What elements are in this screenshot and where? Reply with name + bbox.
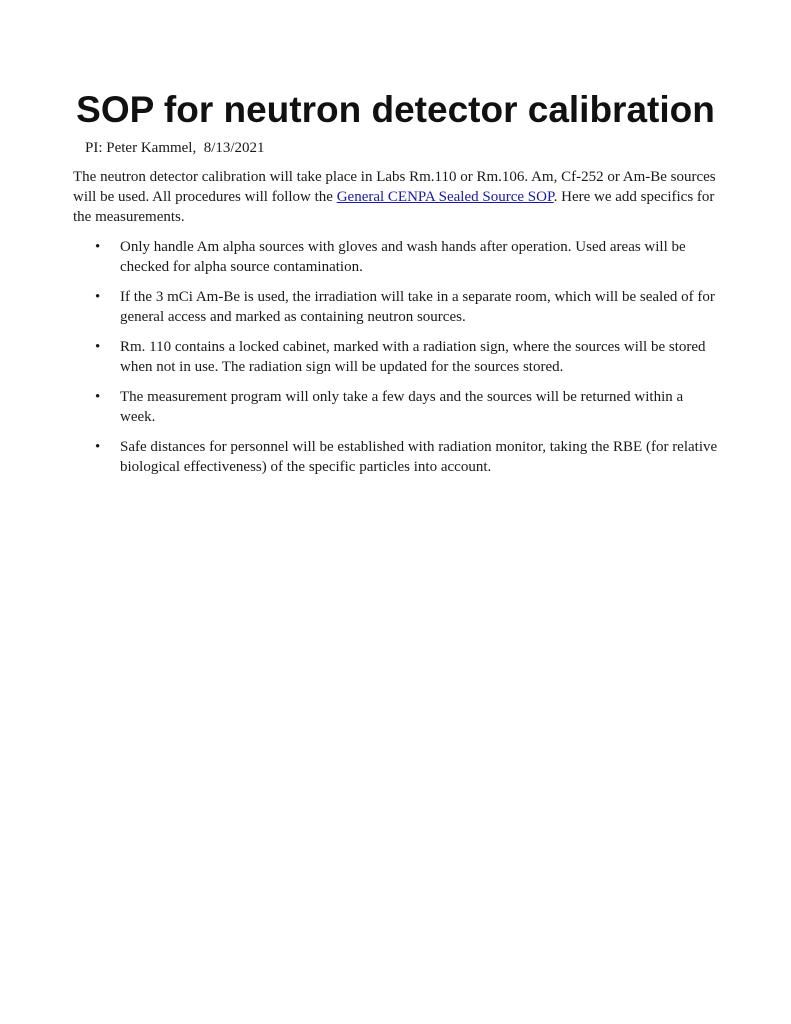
list-item-text: Rm. 110 contains a locked cabinet, marked with a radiation sign, where the sources will be stored when not in use. The radiation sign will be updated for the sources stored. (120, 339, 706, 375)
list-item (0, 237, 791, 277)
list-item (0, 387, 791, 427)
byline: PI: Peter Kammel, 8/13/2021 (85, 140, 265, 156)
intro-text-before-link: The neutron detector calibration will take place in Labs Rm.110 or Rm.106. Am, Cf-252 or Am-Be sources will be used. All procedures will follow the (73, 169, 716, 205)
document-title: SOP for neutron detector calibration (76, 89, 715, 130)
intro-paragraph (73, 167, 723, 227)
bullet-icon: • (95, 389, 101, 405)
bullet-icon: • (95, 289, 101, 305)
sealed-source-sop-link[interactable]: General CENPA Sealed Source SOP (336, 189, 554, 205)
bullet-list (0, 237, 791, 487)
list-item (0, 287, 791, 327)
list-item-text: Safe distances for personnel will be established with radiation monitor, taking the RBE (for relative biological effectiveness) of the specific particles into account. (120, 439, 718, 475)
bullet-icon: • (95, 439, 101, 455)
list-item-text: Only handle Am alpha sources with gloves and wash hands after operation. Used areas will be checked for alpha source contamination. (120, 239, 686, 275)
list-item-text: The measurement program will only take a few days and the sources will be returned within a week. (120, 389, 684, 425)
bullet-icon: • (95, 339, 101, 355)
list-item (0, 437, 791, 477)
list-item (0, 337, 791, 377)
bullet-icon: • (95, 239, 101, 255)
list-item-text: If the 3 mCi Am-Be is used, the irradiation will take in a separate room, which will be sealed of for general access and marked as containing neutron sources. (120, 289, 715, 325)
intro-text-after-link: . Here we add specifics for the measurements. (73, 189, 715, 225)
